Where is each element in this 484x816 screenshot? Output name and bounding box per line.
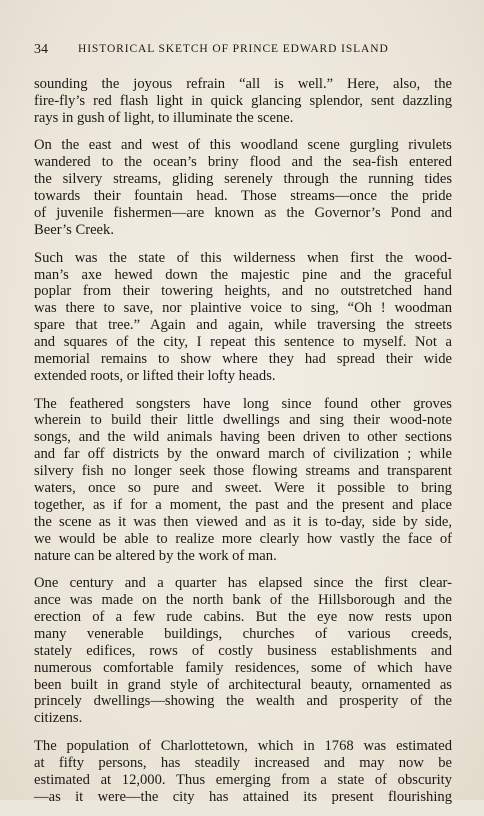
text-line: many venerable buildings, churches of various creeds, bbox=[34, 625, 452, 642]
text-line: silvery fish no longer seek those flowing streams and transparent bbox=[34, 463, 452, 480]
text-line: ance was made on the north bank of the Hillsborough and the bbox=[34, 592, 452, 609]
text-line: we would be able to realize more clearly how vastly the face of bbox=[34, 530, 452, 547]
text-line: The population of Charlottetown, which in 1768 was estimated bbox=[34, 738, 452, 755]
text-line: at fifty persons, has steadily increased and may now be bbox=[34, 754, 452, 771]
text-line: man’s axe hewed down the majestic pine and the graceful bbox=[34, 266, 452, 283]
text-line: was there to save, nor plaintive voice to sing, “Oh ! woodman bbox=[34, 300, 452, 317]
text-line: fire-fly’s red flash light in quick glancing splendor, sent dazzling bbox=[34, 92, 452, 109]
text-line: estimated at 12,000. Thus emerging from a state of obscurity bbox=[34, 771, 452, 788]
text-line: been built in grand style of architectural beauty, ornamented as bbox=[34, 676, 452, 693]
text-line: nature can be altered by the work of man. bbox=[34, 547, 277, 564]
body-text bbox=[34, 76, 452, 816]
running-head bbox=[34, 42, 454, 62]
paragraph-5 bbox=[34, 575, 452, 727]
paragraph-4 bbox=[34, 396, 452, 565]
text-line: poplar from their towering heights, and no outstretched hand bbox=[34, 283, 452, 300]
text-line: wherein to build their little dwellings and sing their wood-note bbox=[34, 412, 452, 429]
text-line: wandered to the ocean’s briny flood and the sea-fish entered bbox=[34, 154, 452, 171]
text-line: princely dwellings—showing the wealth and prosperity of the bbox=[34, 693, 452, 710]
text-line: and far off districts by the onward march of civilization ; while bbox=[34, 446, 452, 463]
text-line: waters, once so pure and sweet. Were it possible to bring bbox=[34, 479, 452, 496]
text-line: erection of a few rude cabins. But the eye now rests upon bbox=[34, 609, 452, 626]
text-line: the silvery streams, gliding serenely through the running tides bbox=[34, 171, 452, 188]
text-line: Beer’s Creek. bbox=[34, 221, 114, 238]
text-line: Such was the state of this wilderness when first the wood- bbox=[34, 249, 452, 266]
text-line: together, as if for a moment, the past and the present and place bbox=[34, 496, 452, 513]
text-line: the scene as it was then viewed and as it is to-day, side by side, bbox=[34, 513, 452, 530]
text-line: stately edifices, rows of costly business establishments and bbox=[34, 642, 452, 659]
paragraph-2 bbox=[34, 137, 452, 238]
text-line: of juvenile fishermen—are known as the Governor’s Pond and bbox=[34, 205, 452, 222]
text-line: extended roots, or lifted their lofty heads. bbox=[34, 367, 276, 384]
text-line: towards their fountain head. Those streams—once the pride bbox=[34, 188, 452, 205]
paragraph-3 bbox=[34, 250, 452, 385]
text-line: and squares of the city, I repeat this sentence to myself. Not a bbox=[34, 334, 452, 351]
page-number: 34 bbox=[34, 42, 48, 57]
text-line: numerous comfortable family residences, some of which have bbox=[34, 659, 452, 676]
text-line: spare that tree.” Again and again, while traversing the streets bbox=[34, 317, 452, 334]
text-line: songs, and the wild animals having been driven to other sections bbox=[34, 429, 452, 446]
running-title: HISTORICAL SKETCH OF PRINCE EDWARD ISLAND bbox=[78, 43, 389, 55]
text-line: On the east and west of this woodland scene gurgling rivulets bbox=[34, 137, 452, 154]
text-line: citizens. bbox=[34, 710, 83, 727]
paragraph-1 bbox=[34, 76, 452, 127]
text-line: rays in gush of light, to illuminate the scene. bbox=[34, 109, 294, 126]
text-line: memorial remains to show where they had spread their wide bbox=[34, 350, 452, 367]
text-line: The feathered songsters have long since found other groves bbox=[34, 395, 452, 412]
text-line: One century and a quarter has elapsed since the first clear- bbox=[34, 575, 452, 592]
paragraph-6 bbox=[34, 738, 452, 806]
text-line: —as it were—the city has attained its present flourishing bbox=[34, 788, 452, 805]
text-line: sounding the joyous refrain “all is well.” Here, also, the bbox=[34, 76, 452, 92]
